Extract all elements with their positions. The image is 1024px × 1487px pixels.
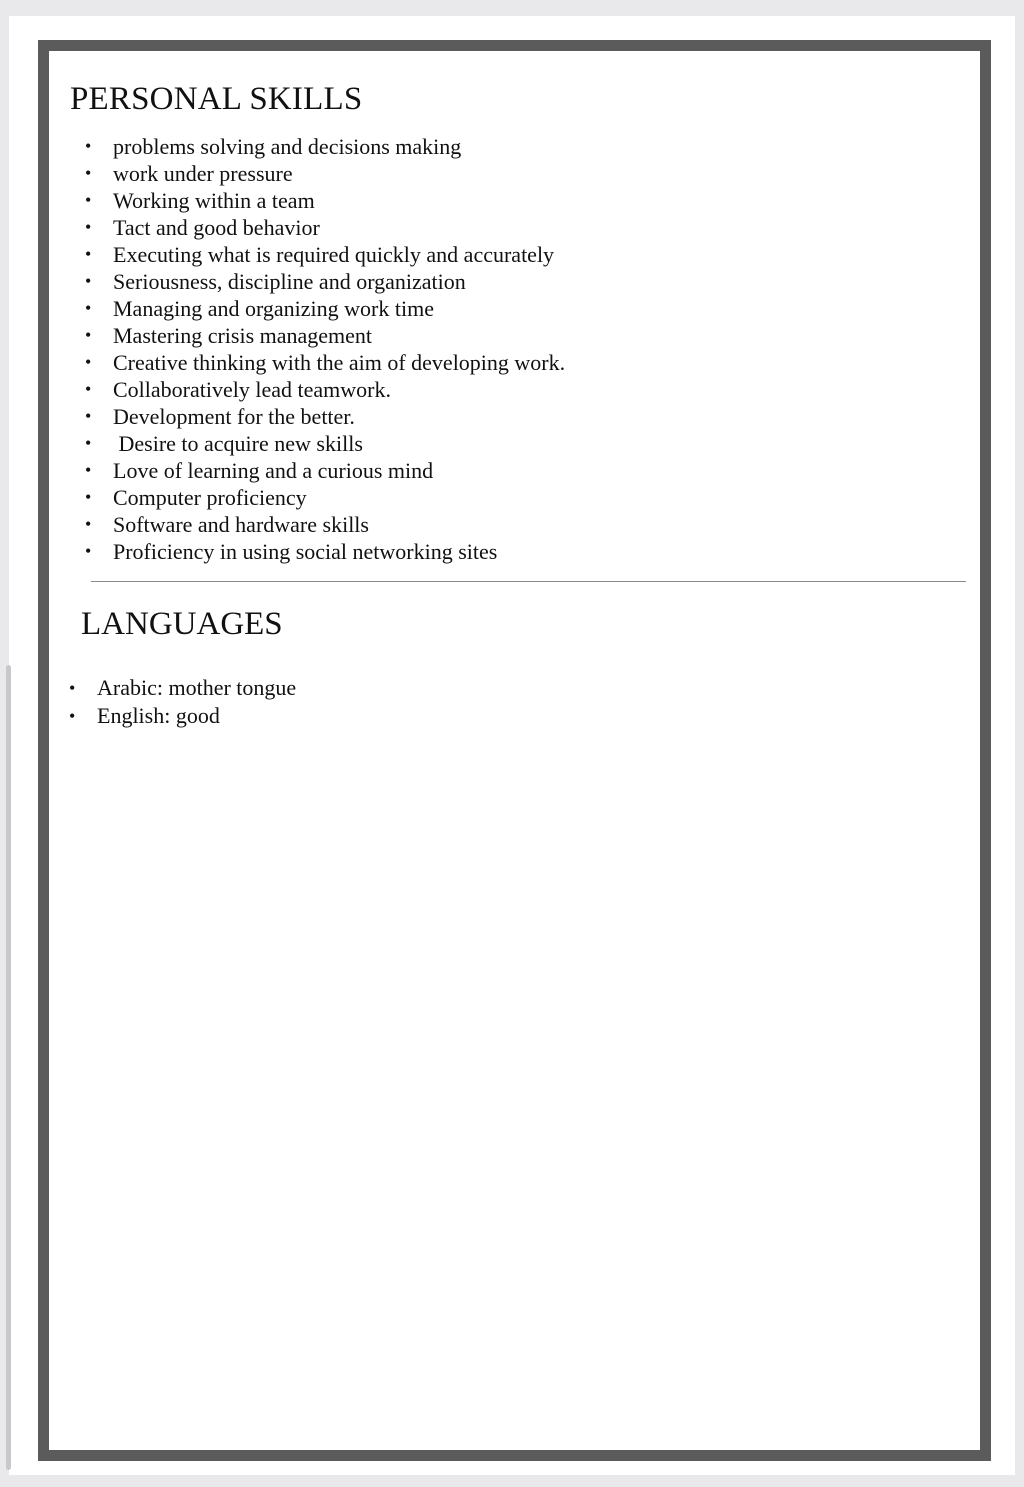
skill-text: Collaboratively lead teamwork. [113, 377, 391, 402]
bullet-icon: • [85, 541, 92, 561]
languages-heading: LANGUAGES [81, 606, 283, 642]
skill-item [71, 457, 565, 484]
languages-list [65, 674, 296, 730]
bullet-icon: • [85, 298, 92, 318]
skill-text: Computer proficiency [113, 485, 307, 510]
skill-text: Mastering crisis management [113, 323, 373, 348]
bullet-icon: • [85, 352, 92, 372]
skill-text: Executing what is required quickly and accurately [113, 242, 555, 267]
language-item [65, 702, 296, 730]
skill-item [71, 268, 565, 295]
bullet-icon: • [85, 163, 92, 183]
bullet-icon: • [85, 379, 92, 399]
skill-item [71, 214, 565, 241]
skill-item [71, 511, 565, 538]
bullet-icon: • [85, 217, 92, 237]
skill-text: Seriousness, discipline and organization [113, 269, 466, 294]
skill-text: Development for the better. [113, 404, 355, 429]
cv-page-frame [38, 40, 991, 1461]
bullet-icon: • [69, 678, 76, 698]
skill-item [71, 295, 565, 322]
bullet-icon: • [85, 514, 92, 534]
skill-item [71, 376, 565, 403]
skill-item [71, 160, 565, 187]
bullet-icon: • [85, 271, 92, 291]
bullet-icon: • [85, 244, 92, 264]
skill-text: work under pressure [113, 161, 293, 186]
skill-item [71, 322, 565, 349]
bullet-icon: • [85, 325, 92, 345]
language-item [65, 674, 296, 702]
skill-text: Working within a team [113, 188, 315, 213]
personal-skills-heading: PERSONAL SKILLS [70, 81, 363, 117]
skill-item [71, 484, 565, 511]
skill-item [71, 430, 565, 457]
skill-text: Creative thinking with the aim of developing work. [113, 350, 566, 375]
skill-item [71, 133, 565, 160]
language-text: Arabic: mother tongue [97, 675, 297, 700]
bullet-icon: • [85, 190, 92, 210]
skill-item [71, 349, 565, 376]
bullet-icon: • [85, 136, 92, 156]
skill-item [71, 241, 565, 268]
skill-item [71, 403, 565, 430]
section-divider [91, 581, 966, 582]
bullet-icon: • [85, 460, 92, 480]
skill-text: problems solving and decisions making [113, 134, 462, 159]
personal-skills-list [71, 133, 565, 565]
bullet-icon: • [85, 433, 92, 453]
skill-text: Managing and organizing work time [113, 296, 434, 321]
language-text: English: good [97, 703, 220, 728]
bullet-icon: • [85, 406, 92, 426]
skill-item [71, 538, 565, 565]
skill-text: Desire to acquire new skills [113, 431, 363, 456]
bullet-icon: • [85, 487, 92, 507]
scrollbar[interactable] [6, 665, 11, 1470]
skill-item [71, 187, 565, 214]
bullet-icon: • [69, 706, 76, 726]
skill-text: Love of learning and a curious mind [113, 458, 434, 483]
skill-text: Software and hardware skills [113, 512, 369, 537]
skill-text: Tact and good behavior [113, 215, 320, 240]
skill-text: Proficiency in using social networking sites [113, 539, 498, 564]
